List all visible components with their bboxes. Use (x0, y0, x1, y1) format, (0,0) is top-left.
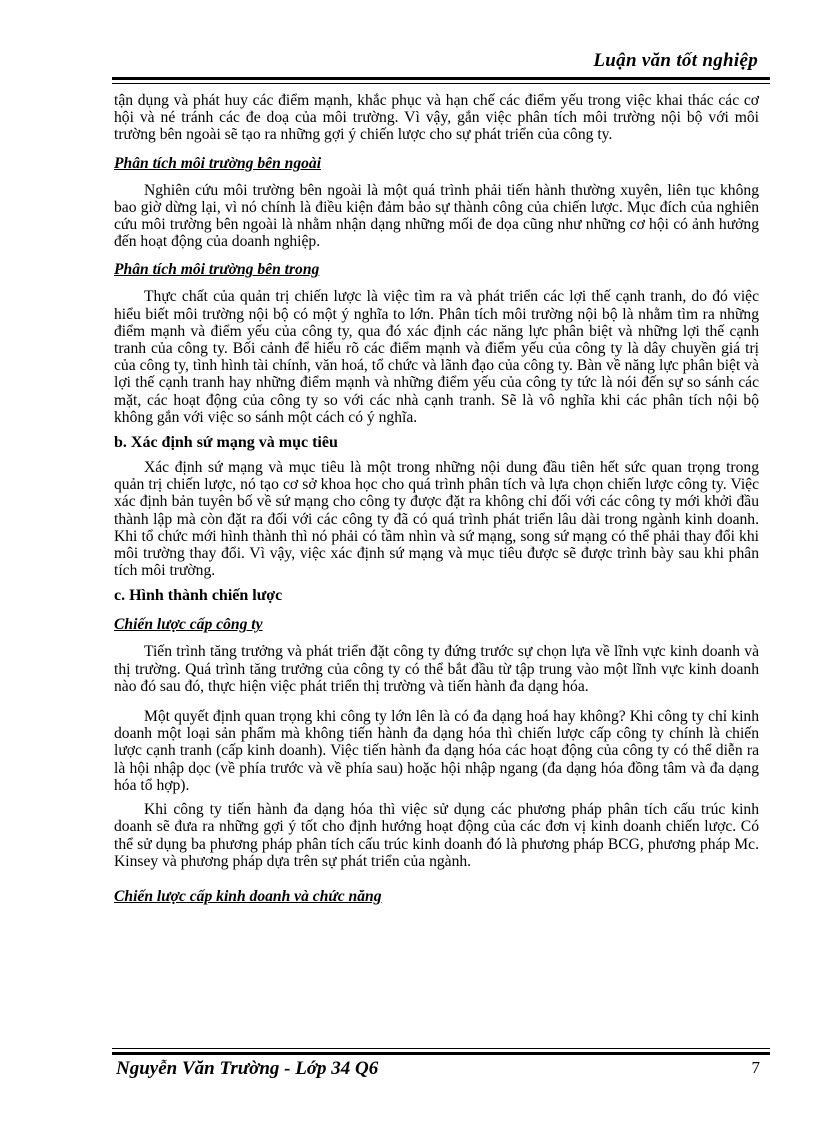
page-number: 7 (751, 1058, 760, 1077)
paragraph: Thực chất của quản trị chiến lược là việc tìm ra và phát triển các lợi thế cạnh tranh, do đó việc hiểu biết môi trường nội bộ có một ý nghĩa to lớn. Phân tích môi trường nội bộ là nhằm tìm ra những điểm mạnh và điểm yếu của công ty, qua đó xác định các năng lực phân biệt và những lợi thế cạnh tranh của công ty. Bối cảnh để hiểu rõ các điểm mạnh và điểm yếu của công ty là dây chuyền giá trị của công ty, tình hình tài chính, văn hoá, tổ chức và lãnh đạo của công ty. Bàn về năng lực phân biệt và lợi thế cạnh tranh hay những điểm mạnh và những điểm yếu của công ty tức là nói đến sự so sánh các mặt, các hoạt động của công ty so với các nhà cạnh tranh. Sẽ là vô nghĩa khi các phân tích nội bộ không gắn với việc so sánh một cách có ý nghĩa. (114, 288, 759, 426)
subheading-external-environment: Phân tích môi trường bên ngoài (114, 154, 322, 172)
paragraph: Xác định sứ mạng và mục tiêu là một trong những nội dung đầu tiên hết sức quan trọng trong quản trị chiến lược, nó tạo cơ sở khoa học cho quá trình phân tích và lựa chọn chiến lược công ty. Việc xác định bản tuyên bố về sứ mạng cho công ty được đặt ra không chỉ đối với các công ty mới khởi đầu thành lập mà còn đặt ra đối với các công ty đã có quá trình phát triển lâu dài trong ngành kinh doanh. Khi tổ chức mới hình thành thì nó phải có tầm nhìn và sứ mạng, song sứ mạng có thể phải thay đổi khi môi trường thay đổi. Vì vậy, việc xác định sứ mạng và mục tiêu được sẽ được trình bày sau khi phân tích môi trường. (114, 459, 759, 580)
document-body (114, 92, 759, 915)
section-heading-c: c. Hình thành chiến lược (114, 587, 283, 605)
subheading-business-strategy: Chiến lược cấp kinh doanh và chức năng (114, 887, 382, 905)
paragraph-gap (114, 794, 759, 801)
page-header-title: Luận văn tốt nghiệp (593, 50, 758, 71)
paragraph: Một quyết định quan trọng khi công ty lớn lên là có đa dạng hoá hay không? Khi công ty chỉ kinh doanh một loại sản phẩm mà không tiến hành đa dạng hóa thì chiến lược cấp công ty chính là chiến lược cạnh tranh (cấp kinh doanh). Việc tiến hành đa dạng hóa các hoạt động của công ty có thể diễn ra là hội nhập dọc (về phía trước và về phía sau) hoặc hội nhập ngang (đa dạng hóa đồng tâm và đa dạng hóa tổ hợp). (114, 708, 759, 794)
header-rule-thin (112, 83, 770, 84)
section-heading-b: b. Xác định sứ mạng và mục tiêu (114, 434, 338, 452)
subheading-internal-environment: Phân tích môi trường bên trong (114, 261, 320, 279)
subheading-corporate-strategy: Chiến lược cấp công ty (114, 616, 263, 634)
footer-rule-thin (112, 1048, 770, 1049)
header-rule-thick (112, 77, 770, 80)
footer-rule-thick (112, 1052, 770, 1055)
paragraph-gap (114, 695, 759, 708)
footer-author: Nguyễn Văn Trường - Lớp 34 Q6 (116, 1058, 379, 1079)
paragraph: Nghiên cứu môi trường bên ngoài là một quá trình phải tiến hành thường xuyên, liên tục không bao giờ dừng lại, vì nó chính là điều kiện đảm bảo sự thành công của chiến lược. Mục đích của nghiên cứu môi trường bên ngoài là nhằm nhận dạng những mối đe dọa cũng như những cơ hội có ảnh hưởng đến hoạt động của doanh nghiệp. (114, 181, 759, 251)
paragraph: Tiến trình tăng trưởng và phát triển đặt công ty đứng trước sự chọn lựa về lĩnh vực kinh doanh và thị trường. Quá trình tăng trưởng của công ty có thể bắt đầu từ tập trung vào một lĩnh vực kinh doanh nào đó sau đó, thực hiện việc phát triển thị trường và tiến hành đa dạng hóa. (114, 643, 759, 695)
paragraph: Khi công ty tiến hành đa dạng hóa thì việc sử dụng các phương pháp phân tích cấu trúc kinh doanh sẽ đưa ra những gợi ý tốt cho định hướng hoạt động của các đơn vị kinh doanh chiến lược. Có thể sử dụng ba phương pháp phân tích cấu trúc kinh doanh đó là phương pháp BCG, phương pháp Mc. Kinsey và phương pháp dựa trên sự phát triển của ngành. (114, 801, 759, 870)
paragraph: tận dụng và phát huy các điểm mạnh, khắc phục và hạn chế các điểm yếu trong việc khai thác các cơ hội và né tránh các đe doạ của môi trường. Vì vậy, gắn việc phân tích môi trường nội bộ với môi trường bên ngoài sẽ tạo ra những gợi ý chiến lược cho sự phát triển của công ty. (114, 92, 759, 144)
